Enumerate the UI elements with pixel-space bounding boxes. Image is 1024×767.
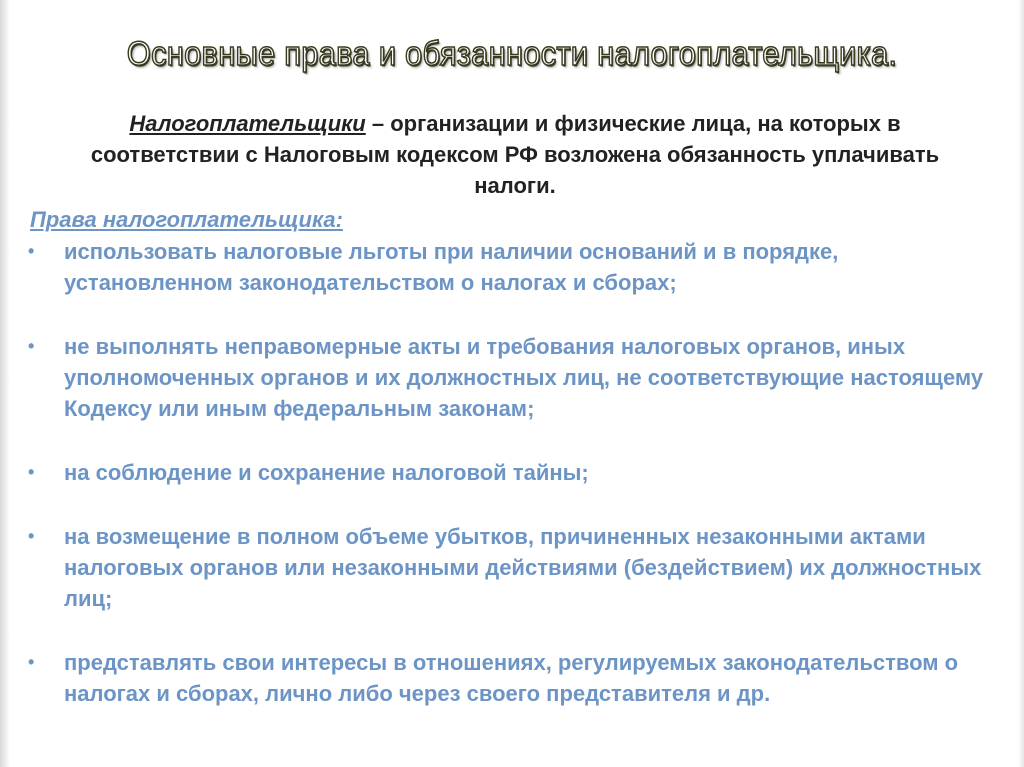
- rights-item-text: на соблюдение и сохранение налоговой тайны;: [64, 460, 589, 485]
- bullet-icon: •: [28, 526, 35, 546]
- bullet-icon: •: [28, 336, 35, 356]
- rights-item-text: не выполнять неправомерные акты и требования налоговых органов, иных уполномоченных органов и их должностных лиц, не соответствующие настоящему Кодексу или иным федеральным законам;: [64, 334, 984, 421]
- definition-text: – организации и физические лица, на которых в соответствии с Налоговым кодексом РФ возложена обязанность уплачивать налоги.: [90, 111, 940, 198]
- rights-item-text: использовать налоговые льготы при наличии оснований и в порядке, установленном законодательством о налогах и сборах;: [64, 239, 839, 295]
- definition-paragraph: [70, 108, 960, 201]
- rights-item-text: на возмещение в полном объеме убытков, причиненных незаконными актами налоговых органов или незаконными действиями (бездействием) их должностных лиц;: [64, 524, 982, 611]
- rights-list-item: [24, 647, 1004, 709]
- rights-item-text: представлять свои интересы в отношениях, регулируемых законодательством о налогах и сборах, лично либо через своего представителя и др.: [64, 650, 959, 706]
- bullet-icon: •: [28, 462, 35, 482]
- rights-list-item: [24, 521, 1004, 614]
- rights-list-item: [24, 331, 1004, 424]
- rights-list: [24, 236, 1004, 709]
- rights-list-item: [24, 236, 1004, 298]
- rights-list-item: [24, 457, 1004, 488]
- definition-term: Налогоплательщики: [129, 111, 366, 136]
- rights-heading: Права налогоплательщика:: [30, 207, 343, 232]
- bullet-icon: •: [28, 652, 35, 672]
- slide-title: Основные права и обязанности налогоплательщика.: [126, 33, 898, 74]
- bullet-icon: •: [28, 241, 35, 261]
